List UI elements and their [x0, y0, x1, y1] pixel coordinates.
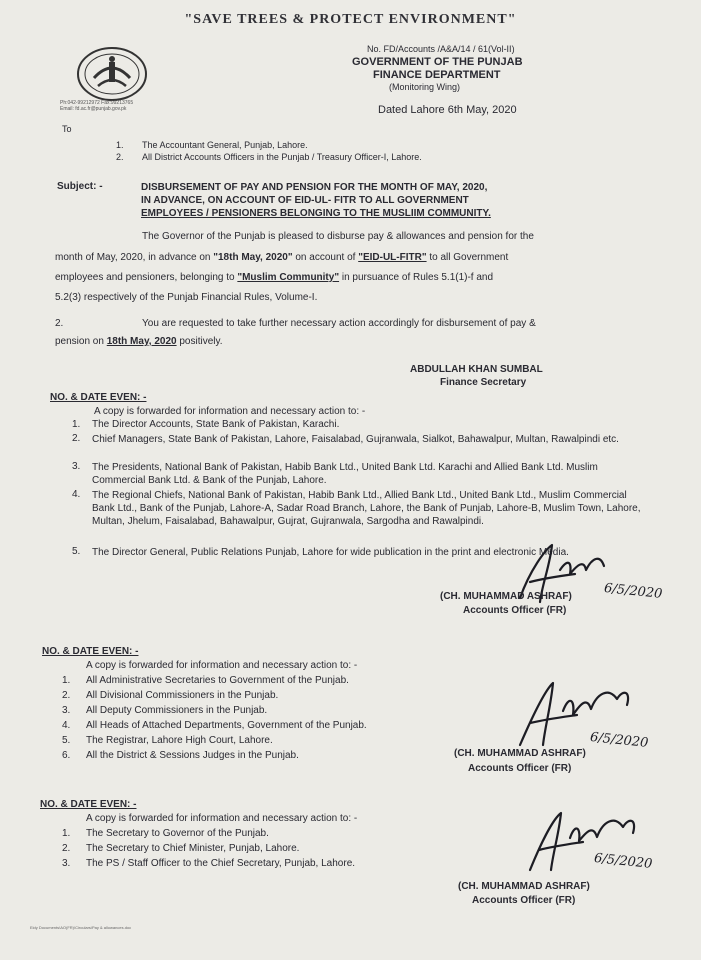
para2-date: 18th May, 2020 — [106, 336, 177, 347]
copy-heading: NO. & DATE EVEN: - — [40, 799, 137, 810]
copy-item: The Director Accounts, State Bank of Pakistan, Karachi. — [92, 419, 340, 430]
contact-phone: Ph:042-99212972 Fax:99213765 — [60, 100, 134, 106]
para1-line — [55, 272, 493, 283]
para2-line: You are requested to take further necessary action accordingly for disbursement of pay & — [142, 318, 536, 329]
copy-item: Chief Managers, State Bank of Pakistan, Lahore, Faisalabad, Gujranwala, Sialkot, Bahawalpur, Multan, Rawalpindi etc. — [92, 434, 619, 445]
footer-file-path: Eidy Documents\AO(FR)\Circulars\Pay & allowances.doc — [30, 925, 132, 930]
copy-item: The Secretary to Chief Minister, Punjab, Lahore. — [86, 843, 300, 854]
copy-item-num: 4. — [62, 720, 71, 731]
motto: "SAVE TREES & PROTECT ENVIRONMENT" — [184, 12, 517, 27]
to-item-num: 2. — [116, 152, 124, 162]
copy-item-num: 2. — [62, 690, 71, 701]
copy-item: The Registrar, Lahore High Court, Lahore. — [86, 735, 273, 746]
para1-text: in pursuance of Rules 5.1(1)-f and — [339, 272, 494, 283]
contact-email: Email: fd.ac.fr@punjab.gov.pk — [60, 106, 127, 112]
copy-intro: A copy is forwarded for information and necessary action to: - — [86, 660, 358, 671]
to-item: The Accountant General, Punjab, Lahore. — [142, 140, 308, 150]
para1-eid: "EID-UL-FITR" — [358, 252, 427, 263]
to-item: All District Accounts Officers in the Punjab / Treasury Officer-I, Lahore. — [142, 152, 422, 162]
punjab-emblem-logo — [76, 46, 148, 102]
para1-text: employees and pensioners, belonging to — [55, 272, 238, 283]
copy-item-num: 3. — [72, 461, 81, 472]
secretary-title: Finance Secretary — [440, 377, 527, 388]
para2-number: 2. — [55, 318, 64, 329]
signature-date: 6/5/2020 — [603, 580, 664, 603]
government-name: GOVERNMENT OF THE PUNJAB — [352, 56, 523, 68]
signature-date: 6/5/2020 — [589, 729, 650, 752]
copy-intro: A copy is forwarded for information and necessary action to: - — [86, 813, 358, 824]
officer-title: Accounts Officer (FR) — [468, 763, 572, 774]
copy-item: The Director General, Public Relations Punjab, Lahore for wide publication in the print and electronic Media. — [92, 547, 569, 558]
copy-item: All Administrative Secretaries to Government of the Punjab. — [86, 675, 349, 686]
copy-item-num: 1. — [72, 419, 81, 430]
copy-intro: A copy is forwarded for information and necessary action to: - — [94, 406, 366, 417]
copy-item: The Secretary to Governor of the Punjab. — [86, 828, 269, 839]
para1-community: "Muslim Community" — [237, 272, 340, 283]
officer-name: (CH. MUHAMMAD ASHRAF) — [458, 881, 590, 892]
copy-item-num: 4. — [72, 489, 81, 500]
para1-line: The Governor of the Punjab is pleased to disburse pay & allowances and pension for the — [142, 231, 534, 242]
copy-item-num: 2. — [62, 843, 71, 854]
subject-line: IN ADVANCE, ON ACCOUNT OF EID-UL- FITR TO ALL GOVERNMENT — [141, 195, 469, 206]
copy-item: All Deputy Commissioners in the Punjab. — [86, 705, 268, 716]
copy-item-num: 6. — [62, 750, 71, 761]
para1-text: month of May, 2020, in advance on — [55, 252, 214, 263]
dated-line: Dated Lahore 6th May, 2020 — [378, 104, 517, 116]
copy-item: The Regional Chiefs, National Bank of Pakistan, Habib Bank Ltd., Allied Bank Ltd., United Bank Ltd., Muslim Commercial Bank Ltd., Bank of the Punjab, Lahore-A, Sadar Road Branch, Lahore, the Bank of Punjab, Lahore-B, Muslim Town, Lahore, Multan, Jhelum, Faisalabad, Bahawalpur, Gujrat, Gujranwala, Sargodha and Rawalpindi. — [92, 490, 641, 527]
signature-date: 6/5/2020 — [593, 850, 654, 873]
subject-text — [141, 181, 616, 220]
copy-item-num: 1. — [62, 828, 71, 839]
officer-name: (CH. MUHAMMAD ASHRAF) — [440, 591, 572, 602]
copy-heading: NO. & DATE EVEN: - — [42, 646, 139, 657]
subject-line: EMPLOYEES / PENSIONERS BELONGING TO THE MUSLIIM COMMUNITY. — [141, 208, 491, 219]
para2-text: pension on — [55, 336, 107, 347]
wing-name: (Monitoring Wing) — [389, 82, 461, 92]
copy-item: The Presidents, National Bank of Pakistan, Habib Bank Ltd., United Bank Ltd. Karachi and Allied Bank Ltd. Muslim Commercial Bank Ltd. & Bank of the Punjab, Lahore. — [92, 462, 598, 486]
para1-line: 5.2(3) respectively of the Punjab Financial Rules, Volume-I. — [55, 292, 318, 303]
para1-text: to all Government — [426, 252, 509, 263]
copy-item: All Divisional Commissioners in the Punjab. — [86, 690, 279, 701]
copy-item: All the District & Sessions Judges in the Punjab. — [86, 750, 299, 761]
copy-item: All Heads of Attached Departments, Government of the Punjab. — [86, 720, 367, 731]
copy-item: The PS / Staff Officer to the Chief Secretary, Punjab, Lahore. — [86, 858, 356, 869]
copy-heading: NO. & DATE EVEN: - — [50, 392, 147, 403]
copy-item-num: 3. — [62, 858, 71, 869]
officer-title: Accounts Officer (FR) — [472, 895, 576, 906]
para2-line — [55, 336, 223, 347]
para2-text: positively. — [176, 336, 223, 347]
copy-item-num: 2. — [72, 433, 81, 444]
to-label: To — [62, 124, 72, 134]
copy-item-num: 1. — [62, 675, 71, 686]
contact-info — [60, 100, 133, 112]
officer-title: Accounts Officer (FR) — [463, 605, 567, 616]
copy-item-num: 5. — [72, 546, 81, 557]
subject-line: DISBURSEMENT OF PAY AND PENSION FOR THE MONTH OF MAY, 2020, — [141, 182, 488, 193]
secretary-name: ABDULLAH KHAN SUMBAL — [410, 364, 543, 375]
para1-line — [55, 252, 508, 263]
copy-item-num: 5. — [62, 735, 71, 746]
department-name: FINANCE DEPARTMENT — [373, 69, 501, 81]
to-item-num: 1. — [116, 140, 124, 150]
reference-number: No. FD/Accounts /A&A/14 / 61(Vol-II) — [367, 44, 515, 54]
para1-text: on account of — [292, 252, 359, 263]
signature-ashraf — [515, 805, 685, 880]
para1-date: "18th May, 2020" — [213, 252, 293, 263]
subject-label: Subject: - — [57, 181, 103, 192]
officer-name: (CH. MUHAMMAD ASHRAF) — [454, 748, 586, 759]
copy-item-num: 3. — [62, 705, 71, 716]
